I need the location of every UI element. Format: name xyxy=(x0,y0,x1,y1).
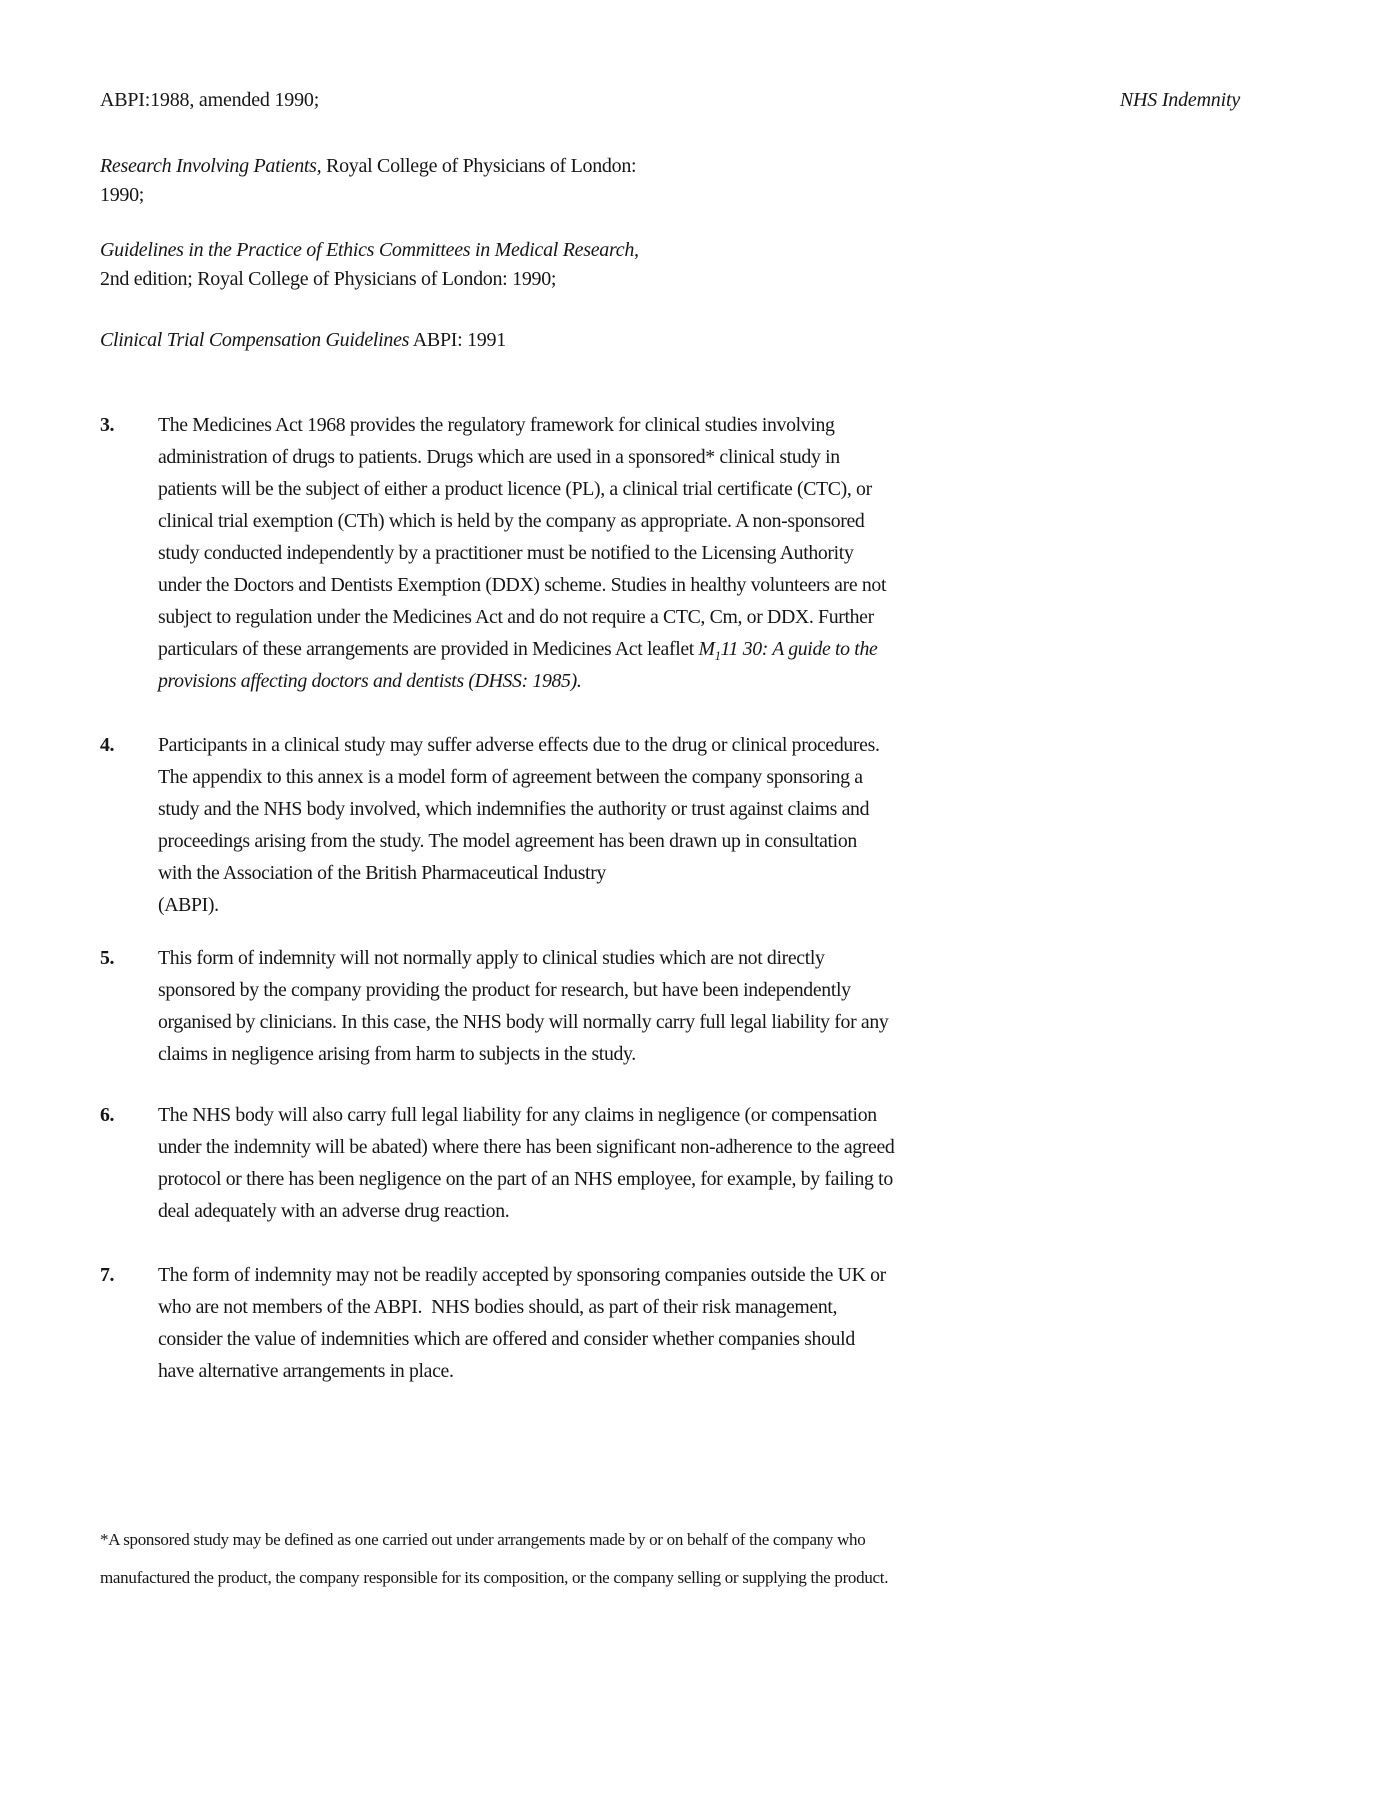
text-line: (ABPI). xyxy=(158,894,219,916)
text-line: proceedings arising from the study. The model agreement has been drawn up in consultation xyxy=(158,830,857,852)
paragraph-number: 6. xyxy=(100,1104,115,1126)
text-line: patients will be the subject of either a product licence (PL), a clinical trial certificate (CTC), or xyxy=(158,478,872,500)
text-line: clinical trial exemption (CTh) which is held by the company as appropriate. A non-sponsored xyxy=(158,510,865,532)
sponsored-study-footnote xyxy=(100,1521,1240,1597)
text-line: consider the value of indemnities which are offered and consider whether companies should xyxy=(158,1328,855,1350)
numbered-paragraph-3 xyxy=(100,409,1240,697)
text-line: under the indemnity will be abated) where there has been significant non-adherence to the agreed xyxy=(158,1136,895,1158)
paragraph-body xyxy=(158,1099,894,1227)
numbered-paragraph-7 xyxy=(100,1259,1240,1387)
text-line: This form of indemnity will not normally apply to clinical studies which are not directly xyxy=(158,947,825,969)
paragraph-number: 3. xyxy=(100,414,115,436)
header-reference: ABPI:1988, amended 1990; xyxy=(100,89,320,111)
text-line: 2nd edition; Royal College of Physicians of London: 1990; xyxy=(100,268,557,290)
numbered-paragraph-5 xyxy=(100,942,1240,1070)
text-line: Guidelines in the Practice of Ethics Committees in Medical Research, xyxy=(100,239,639,261)
text-line: Participants in a clinical study may suffer adverse effects due to the drug or clinical procedures. xyxy=(158,734,880,756)
paragraph-number: 7. xyxy=(100,1264,115,1286)
citation-research-involving-patients xyxy=(100,152,1240,210)
text-line: The form of indemnity may not be readily accepted by sponsoring companies outside the UK or xyxy=(158,1264,886,1286)
paragraph-body xyxy=(158,1259,886,1387)
text-line: particulars of these arrangements are provided in Medicines Act leaflet $M_111$ 30: A guide to the xyxy=(158,638,878,663)
numbered-paragraph-6 xyxy=(100,1099,1240,1227)
document-header xyxy=(100,88,1240,112)
paragraph-number: 5. xyxy=(100,947,115,969)
text-line: claims in negligence arising from harm to subjects in the study. xyxy=(158,1043,636,1065)
text-line: The NHS body will also carry full legal liability for any claims in negligence (or compensation xyxy=(158,1104,877,1126)
text-line: who are not members of the ABPI. NHS bodies should, as part of their risk management, xyxy=(158,1296,838,1318)
text-line: sponsored by the company providing the product for research, but have been independently xyxy=(158,979,851,1001)
text-line: 1990; xyxy=(100,184,145,206)
text-line: Research Involving Patients, Royal College of Physicians of London: xyxy=(100,155,637,177)
citation-ethics-committees-guidelines xyxy=(100,236,1240,294)
text-line: The Medicines Act 1968 provides the regulatory framework for clinical studies involving xyxy=(158,414,835,436)
text-line: organised by clinicians. In this case, the NHS body will normally carry full legal liability for any xyxy=(158,1011,889,1033)
text-line: deal adequately with an adverse drug reaction. xyxy=(158,1200,510,1222)
text-line: under the Doctors and Dentists Exemption (DDX) scheme. Studies in healthy volunteers are not xyxy=(158,574,887,596)
citation-clinical-trial-compensation xyxy=(100,326,1240,355)
text-line: study conducted independently by a practitioner must be notified to the Licensing Authority xyxy=(158,542,854,564)
text-line: *A sponsored study may be defined as one carried out under arrangements made by or on behalf of the company who xyxy=(100,1530,866,1549)
paragraph-number: 4. xyxy=(100,734,115,756)
text-line: with the Association of the British Pharmaceutical Industry xyxy=(158,862,606,884)
text-line: provisions affecting doctors and dentists (DHSS: 1985). xyxy=(158,670,582,692)
text-line: manufactured the product, the company responsible for its composition, or the company selling or supplying the product. xyxy=(100,1568,889,1587)
paragraph-body xyxy=(158,729,880,921)
text-line: Clinical Trial Compensation Guidelines ABPI: 1991 xyxy=(100,329,506,351)
text-line: subject to regulation under the Medicines Act and do not require a CTC, Cm, or DDX. Further xyxy=(158,606,874,628)
paragraph-body xyxy=(158,942,888,1070)
text-line: administration of drugs to patients. Drugs which are used in a sponsored* clinical study in xyxy=(158,446,840,468)
header-title: NHS Indemnity xyxy=(1119,89,1240,111)
text-line: have alternative arrangements in place. xyxy=(158,1360,454,1382)
numbered-paragraph-4 xyxy=(100,729,1240,921)
paragraph-body xyxy=(158,409,886,697)
text-line: study and the NHS body involved, which indemnifies the authority or trust against claims and xyxy=(158,798,870,820)
text-line: The appendix to this annex is a model form of agreement between the company sponsoring a xyxy=(158,766,863,788)
text-line: protocol or there has been negligence on the part of an NHS employee, for example, by failing to xyxy=(158,1168,893,1190)
